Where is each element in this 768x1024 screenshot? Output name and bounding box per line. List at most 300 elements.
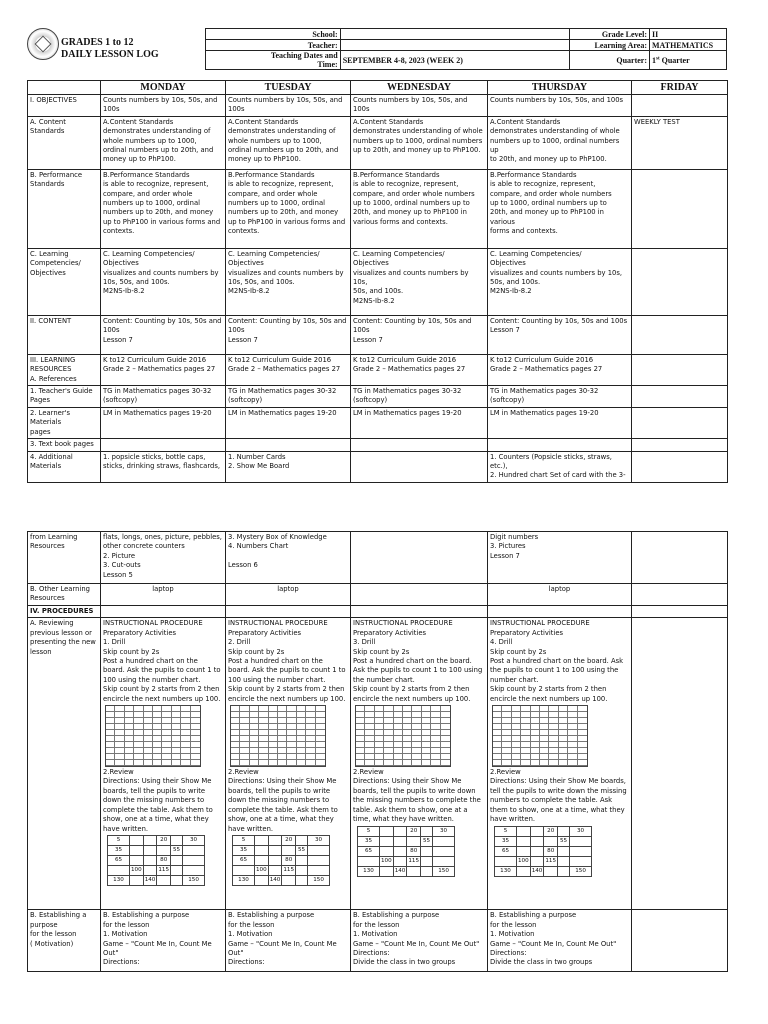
- missing-table-cell: [380, 826, 394, 836]
- cell-friday: [632, 439, 728, 451]
- cell-monday: C. Learning Competencies/ Objectives visualizes and counts numbers by 10s, 50s, and 100s. M2NS-Ib-8.2: [101, 248, 226, 315]
- day-header-wednesday: WEDNESDAY: [351, 81, 488, 95]
- cell-monday: B. Establishing a purpose for the lesson 1. Motivation Game – "Count Me In, Count Me Out" Directions:: [101, 910, 226, 972]
- cell-wednesday: INSTRUCTIONAL PROCEDURE Preparatory Activities 3. Drill Skip count by 2s Post a hundred chart on the board. Ask the pupils to count 1 to 100 using the number chart. Skip count by 2 starts from 2 then encircle the next numbers up 100. 2.Review Directions: Using their Show Me boards, tell the pupils to write down the missing numbers to complete the table. Ask them to show, one at a time, what they have written. 5 20 30 35 55 65 80 100 115 130 140 150: [351, 618, 488, 910]
- missing-table-cell: 35: [108, 845, 130, 855]
- cell-tuesday: LM in Mathematics pages 19-20: [226, 408, 351, 439]
- day-header-monday: MONDAY: [101, 81, 226, 95]
- cell-wednesday: C. Learning Competencies/ Objectives visualizes and counts numbers by 10s, 50s, and 100s. M2NS-Ib-8.2: [351, 248, 488, 315]
- hundred-chart: [355, 705, 451, 767]
- grade-level-value: II: [650, 29, 727, 40]
- missing-table-cell: 80: [157, 855, 171, 865]
- cell-friday: [632, 451, 728, 482]
- missing-numbers-table: [357, 826, 455, 877]
- hundred-chart-cell: [278, 760, 287, 766]
- row-label: B. Performance Standards: [28, 169, 101, 248]
- missing-table-cell: [380, 866, 394, 876]
- missing-table-cell: [407, 836, 421, 846]
- missing-table-cell: 35: [233, 845, 255, 855]
- hundred-chart-cell: [115, 760, 124, 766]
- row-label: A. Content Standards: [28, 116, 101, 169]
- teacher-value: [340, 40, 569, 51]
- missing-table-cell: [143, 865, 157, 875]
- missing-table-cell: [407, 866, 421, 876]
- cell-thursday: [488, 439, 632, 451]
- missing-table-cell: [393, 836, 407, 846]
- missing-table-cell: 5: [495, 826, 517, 836]
- missing-table-cell: [421, 846, 433, 856]
- row-learning-competencies: [28, 248, 728, 315]
- missing-table-cell: [570, 836, 592, 846]
- corner-cell: [28, 81, 101, 95]
- cell-tuesday: 3. Mystery Box of Knowledge 4. Numbers Chart Lesson 6: [226, 532, 351, 584]
- missing-table-cell: [183, 855, 205, 865]
- missing-table-cell: 5: [358, 826, 380, 836]
- hundred-chart-cell: [431, 760, 440, 766]
- missing-table-cell: [296, 875, 308, 885]
- cell-thursday: B.Performance Standards is able to recognize, represent, compare, and order whole numbers up to 1000, ordinal numbers up to 20th, and money up to PhP100 in various forms and contexts.: [488, 169, 632, 248]
- row-teachers-guide: [28, 386, 728, 408]
- row-other-learning-resources: [28, 584, 728, 606]
- missing-table-cell: [255, 835, 269, 845]
- missing-table-row: [495, 846, 592, 856]
- missing-table-row: [233, 835, 330, 845]
- missing-table-cell: 30: [570, 826, 592, 836]
- cell-friday-weekly-test: WEEKLY TEST: [632, 116, 728, 169]
- missing-table-cell: 115: [408, 858, 420, 864]
- hundred-chart-cell: [162, 760, 171, 766]
- missing-table-row: [495, 856, 592, 866]
- missing-table-cell: [393, 856, 407, 866]
- hundred-chart-cell: [287, 760, 296, 766]
- hundred-chart-cell: [106, 760, 115, 766]
- missing-table-cell: [157, 875, 171, 885]
- cell-friday: [632, 248, 728, 315]
- missing-table-cell: [171, 865, 183, 875]
- missing-table-cell: [255, 845, 269, 855]
- missing-table-cell: 80: [544, 846, 558, 856]
- missing-table-cell: [530, 836, 544, 846]
- hundred-chart-cell: [269, 760, 278, 766]
- cell-tuesday: TG in Mathematics pages 30-32 (softcopy): [226, 386, 351, 408]
- row-label: from Learning Resources: [28, 532, 101, 584]
- hundred-chart-cell: [375, 760, 384, 766]
- missing-table-cell: 100: [256, 867, 267, 874]
- missing-table-cell: 150: [433, 866, 455, 876]
- missing-table-cell: [558, 846, 570, 856]
- hundred-chart-cell: [493, 760, 502, 766]
- row-label: II. CONTENT: [28, 315, 101, 354]
- hundred-chart-cell: [306, 760, 315, 766]
- missing-table-cell: [517, 836, 531, 846]
- missing-table-cell: 55: [171, 845, 183, 855]
- missing-table-cell: 140: [144, 877, 156, 884]
- hundred-chart-cell: [512, 760, 521, 766]
- missing-table-cell: [130, 855, 144, 865]
- missing-table-cell: 65: [108, 855, 130, 865]
- cell-tuesday: C. Learning Competencies/ Objectives visualizes and counts numbers by 10s, 50s, and 100s. M2NS-Ib-8.2: [226, 248, 351, 315]
- cell-thursday: B. Establishing a purpose for the lesson 1. Motivation Game – "Count Me In, Count Me Out" Directions: Divide the class in two groups: [488, 910, 632, 972]
- missing-table-cell: [171, 875, 183, 885]
- cell-wednesday: [351, 532, 488, 584]
- missing-table-cell: [530, 826, 544, 836]
- cell-monday: flats, longs, ones, picture, pebbles, other concrete counters 2. Picture 3. Cut-outs Lesson 5: [101, 532, 226, 584]
- quarter-label: Quarter:: [570, 51, 650, 70]
- missing-table-cell: [517, 826, 531, 836]
- missing-table-cell: [268, 845, 282, 855]
- row-label: B. Establishing a purpose for the lesson ( Motivation): [28, 910, 101, 972]
- missing-table-cell: [558, 826, 570, 836]
- missing-table-cell: 55: [421, 836, 433, 846]
- cell-friday: [632, 532, 728, 584]
- hundred-chart: [492, 705, 588, 767]
- missing-table-cell: 20: [407, 826, 421, 836]
- hundred-chart-cell: [394, 760, 403, 766]
- row-label: A. Reviewing previous lesson or presenting the new lesson: [28, 618, 101, 910]
- row-performance-standards: [28, 169, 728, 248]
- hundred-chart: [230, 705, 326, 767]
- hundred-chart-cell: [578, 760, 587, 766]
- missing-table-cell: [308, 865, 330, 875]
- missing-numbers-table: [232, 835, 330, 886]
- missing-table-cell: 100: [131, 867, 142, 874]
- learning-area-label: Learning Area:: [570, 40, 650, 51]
- hundred-chart-cell: [441, 760, 450, 766]
- missing-table-cell: [530, 846, 544, 856]
- missing-table-cell: [255, 855, 269, 865]
- hundred-chart-cell: [549, 760, 558, 766]
- lesson-log-table-page1: [27, 80, 728, 483]
- cell-friday: [632, 354, 728, 385]
- cell-tuesday: A.Content Standards demonstrates understanding of whole numbers up to 1000, ordinal numbers up to 20th, and money up to PhP100.: [226, 116, 351, 169]
- missing-table-cell: [517, 866, 531, 876]
- missing-table-cell: 55: [296, 845, 308, 855]
- hundred-chart-cell: [365, 760, 374, 766]
- missing-table-cell: [171, 835, 183, 845]
- quarter-value: 1st Quarter: [650, 51, 727, 70]
- row-textbook-pages: [28, 439, 728, 451]
- missing-table-cell: [517, 846, 531, 856]
- missing-table-cell: [268, 835, 282, 845]
- cell-monday: B.Performance Standards is able to recognize, represent, compare, and order whole numbers up to 1000, ordinal numbers up to 20th, and money up to PhP100 in various forms and contexts.: [101, 169, 226, 248]
- hundred-chart-cell: [144, 760, 153, 766]
- missing-table-cell: [183, 865, 205, 875]
- hundred-chart-cell: [153, 760, 162, 766]
- cell-thursday: C. Learning Competencies/ Objectives visualizes and counts numbers by 10s, 50s, and 100s. M2NS-Ib-8.2: [488, 248, 632, 315]
- row-label: III. LEARNING RESOURCES A. References: [28, 354, 101, 385]
- cell-wednesday: A.Content Standards demonstrates understanding of whole numbers up to 1000, ordinal numbers up to 20th, and money up to PhP100.: [351, 116, 488, 169]
- missing-table-cell: 115: [545, 858, 557, 864]
- missing-table-cell: 115: [158, 867, 170, 874]
- cell-thursday: Counts numbers by 10s, 50s, and 100s: [488, 95, 632, 117]
- day-header-tuesday: TUESDAY: [226, 81, 351, 95]
- missing-table-cell: [530, 856, 544, 866]
- missing-table-cell: 150: [183, 875, 205, 885]
- cell-wednesday: LM in Mathematics pages 19-20: [351, 408, 488, 439]
- day-header-thursday: THURSDAY: [488, 81, 632, 95]
- missing-table-cell: [130, 875, 144, 885]
- missing-table-cell: 5: [233, 835, 255, 845]
- missing-table-row: [358, 826, 455, 836]
- cell-thursday: Content: Counting by 10s, 50s and 100s Lesson 7: [488, 315, 632, 354]
- missing-table-cell: [421, 826, 433, 836]
- teaching-dates-value: SEPTEMBER 4-8, 2023 (WEEK 2): [340, 51, 569, 70]
- row-reviewing-previous-lesson: [28, 618, 728, 910]
- missing-table-cell: [544, 866, 558, 876]
- school-label: School:: [206, 29, 341, 40]
- missing-table-cell: [308, 855, 330, 865]
- row-content-standards: [28, 116, 728, 169]
- missing-table-cell: [268, 855, 282, 865]
- cell-friday: [632, 169, 728, 248]
- hundred-chart-cell: [559, 760, 568, 766]
- hundred-chart-cell: [181, 760, 190, 766]
- missing-table-cell: [183, 845, 205, 855]
- missing-table-row: [358, 856, 455, 866]
- missing-table-row: [495, 866, 592, 876]
- document-title: GRADES 1 to 12 DAILY LESSON LOG: [61, 37, 159, 60]
- cell-wednesday: Counts numbers by 10s, 50s, and 100s: [351, 95, 488, 117]
- missing-table-cell: 140: [394, 868, 406, 874]
- missing-table-cell: 30: [308, 835, 330, 845]
- missing-table-row: [108, 865, 205, 875]
- row-label: 3. Text book pages: [28, 439, 101, 451]
- missing-table-row: [233, 845, 330, 855]
- missing-table-row: [358, 866, 455, 876]
- deped-seal-icon: [27, 28, 59, 60]
- missing-table-cell: 20: [157, 835, 171, 845]
- row-learning-resources: [28, 354, 728, 385]
- cell-friday: [632, 315, 728, 354]
- cell-monday: INSTRUCTIONAL PROCEDURE Preparatory Activities 1. Drill Skip count by 2s Post a hundred chart on the board. Ask the pupils to count 1 to 100 using the number chart. Skip count by 2 starts from 2 then encircle the next numbers up 100. 2.Review Directions: Using their Show Me boards, tell the pupils to write down the missing numbers to complete the table. Ask them to show, one at a time, what they have written. 5 20 30 35 55 65 80 100 115 130 140 150: [101, 618, 226, 910]
- missing-table-cell: [558, 866, 570, 876]
- cell-monday: K to12 Curriculum Guide 2016 Grade 2 – Mathematics pages 27: [101, 354, 226, 385]
- row-from-learning-resources: [28, 532, 728, 584]
- row-label: I. OBJECTIVES: [28, 95, 101, 117]
- hundred-chart-cell: [540, 760, 549, 766]
- cell-wednesday: K to12 Curriculum Guide 2016 Grade 2 – Mathematics pages 27: [351, 354, 488, 385]
- missing-table-cell: [171, 855, 183, 865]
- missing-table-row: [108, 835, 205, 845]
- missing-table-cell: 130: [495, 866, 517, 876]
- row-learners-materials: [28, 408, 728, 439]
- missing-table-cell: [570, 856, 592, 866]
- missing-table-cell: 55: [558, 836, 570, 846]
- missing-table-row: [108, 845, 205, 855]
- missing-table-cell: [558, 856, 570, 866]
- cell-tuesday: Content: Counting by 10s, 50s and 100s Lesson 7: [226, 315, 351, 354]
- row-label: 4. Additional Materials: [28, 451, 101, 482]
- row-label: C. Learning Competencies/ Objectives: [28, 248, 101, 315]
- cell-tuesday: [226, 439, 351, 451]
- missing-table-cell: 80: [407, 846, 421, 856]
- missing-table-cell: 150: [308, 875, 330, 885]
- hundred-chart-cell: [403, 760, 412, 766]
- row-additional-materials: [28, 451, 728, 482]
- hundred-chart-cell: [172, 760, 181, 766]
- missing-table-cell: [143, 835, 157, 845]
- missing-table-row: [495, 826, 592, 836]
- missing-table-cell: [282, 845, 296, 855]
- day-header-friday: FRIDAY: [632, 81, 728, 95]
- cell-thursday: INSTRUCTIONAL PROCEDURE Preparatory Activities 4. Drill Skip count by 2s Post a hundred chart on the board. Ask the pupils to count 1 to 100 using the number chart. Skip count by 2 starts from 2 then encircle the next numbers up 100. 2.Review Directions: Using their Show Me boards, tell the pupils to write down the missing numbers to complete the table. Ask them to show, one at a time, what they have written. 5 20 30 35 55 65 80 100 115 130 140 150: [488, 618, 632, 910]
- row-label: B. Other Learning Resources: [28, 584, 101, 606]
- cell-thursday: LM in Mathematics pages 19-20: [488, 408, 632, 439]
- missing-table-cell: [393, 826, 407, 836]
- missing-numbers-table: [494, 826, 592, 877]
- missing-table-cell: [143, 845, 157, 855]
- missing-table-cell: 100: [518, 858, 529, 864]
- missing-table-row: [233, 875, 330, 885]
- cell-friday: [632, 386, 728, 408]
- cell-tuesday: B.Performance Standards is able to recognize, represent, compare, and order whole numbers up to 1000, ordinal numbers up to 20th, and money up to PhP100 in various forms and contexts.: [226, 169, 351, 248]
- cell-thursday: TG in Mathematics pages 30-32 (softcopy): [488, 386, 632, 408]
- cell-wednesday: B. Establishing a purpose for the lesson 1. Motivation Game – "Count Me In, Count Me Out" Directions: Divide the class in two groups: [351, 910, 488, 972]
- missing-table-cell: 5: [108, 835, 130, 845]
- cell-thursday: laptop: [488, 584, 632, 606]
- cell-tuesday: Counts numbers by 10s, 50s, and 100s: [226, 95, 351, 117]
- header-info-table: [205, 28, 727, 70]
- cell-monday: 1. popsicle sticks, bottle caps, sticks, drinking straws, flashcards,: [101, 451, 226, 482]
- teacher-label: Teacher:: [206, 40, 341, 51]
- missing-table-cell: [380, 846, 394, 856]
- missing-table-cell: [421, 856, 433, 866]
- cell-wednesday: [351, 584, 488, 606]
- document-header: [27, 28, 727, 73]
- missing-table-cell: 80: [282, 855, 296, 865]
- lesson-log-table-page2: [27, 531, 728, 972]
- cell-friday: [632, 584, 728, 606]
- missing-table-cell: 30: [183, 835, 205, 845]
- hundred-chart-cell: [259, 760, 268, 766]
- hundred-chart: [105, 705, 201, 767]
- cell-wednesday: B.Performance Standards is able to recognize, represent, compare, and order whole numbers up to 1000, ordinal numbers up to 20th, and money up to PhP100 in various forms and contexts.: [351, 169, 488, 248]
- cell-tuesday: K to12 Curriculum Guide 2016 Grade 2 – Mathematics pages 27: [226, 354, 351, 385]
- cell-thursday: Digit numbers 3. Pictures Lesson 7: [488, 532, 632, 584]
- missing-table-cell: [130, 835, 144, 845]
- missing-table-cell: 130: [108, 875, 130, 885]
- learning-area-value: MATHEMATICS: [650, 40, 727, 51]
- missing-table-cell: [255, 875, 269, 885]
- missing-table-row: [108, 875, 205, 885]
- missing-table-cell: [296, 855, 308, 865]
- missing-table-cell: 130: [358, 866, 380, 876]
- missing-table-cell: 35: [358, 836, 380, 846]
- cell-wednesday: TG in Mathematics pages 30-32 (softcopy): [351, 386, 488, 408]
- cell-monday: TG in Mathematics pages 30-32 (softcopy): [101, 386, 226, 408]
- hundred-chart-cell: [125, 760, 134, 766]
- missing-table-cell: 140: [269, 877, 281, 884]
- missing-table-cell: [495, 856, 517, 866]
- cell-wednesday: [351, 439, 488, 451]
- missing-table-row: [358, 846, 455, 856]
- hundred-chart-cell: [568, 760, 577, 766]
- missing-table-cell: 65: [358, 846, 380, 856]
- cell-thursday: 1. Counters (Popsicle sticks, straws, etc.), 2. Hundred chart Set of card with the 3-: [488, 451, 632, 482]
- missing-table-cell: [233, 865, 255, 875]
- missing-numbers-table: [107, 835, 205, 886]
- hundred-chart-cell: [134, 760, 143, 766]
- hundred-chart-cell: [412, 760, 421, 766]
- missing-table-cell: 65: [233, 855, 255, 865]
- missing-table-cell: [296, 835, 308, 845]
- missing-table-cell: 140: [531, 868, 543, 874]
- missing-table-cell: 20: [544, 826, 558, 836]
- hundred-chart-cell: [356, 760, 365, 766]
- missing-table-cell: 65: [495, 846, 517, 856]
- hundred-chart-cell: [531, 760, 540, 766]
- cell-tuesday: B. Establishing a purpose for the lesson 1. Motivation Game – "Count Me In, Count Me Out" Directions:: [226, 910, 351, 972]
- missing-table-row: [358, 836, 455, 846]
- missing-table-cell: [544, 836, 558, 846]
- hundred-chart-cell: [231, 760, 240, 766]
- missing-table-cell: [393, 846, 407, 856]
- missing-table-row: [495, 836, 592, 846]
- row-label: 2. Learner's Materials pages: [28, 408, 101, 439]
- missing-table-cell: [358, 856, 380, 866]
- cell-tuesday: 1. Number Cards 2. Show Me Board: [226, 451, 351, 482]
- cell-monday: Counts numbers by 10s, 50s, and 100s: [101, 95, 226, 117]
- cell-tuesday: laptop: [226, 584, 351, 606]
- missing-table-cell: [433, 836, 455, 846]
- missing-table-cell: 150: [570, 866, 592, 876]
- row-procedures: [28, 606, 728, 618]
- cell-wednesday: Content: Counting by 10s, 50s and 100s Lesson 7: [351, 315, 488, 354]
- row-label: 1. Teacher's Guide Pages: [28, 386, 101, 408]
- cell-friday: [632, 618, 728, 910]
- missing-table-cell: [143, 855, 157, 865]
- missing-table-cell: [380, 836, 394, 846]
- row-objectives: [28, 95, 728, 117]
- row-label: IV. PROCEDURES: [28, 606, 101, 618]
- missing-table-cell: [433, 846, 455, 856]
- missing-table-row: [233, 855, 330, 865]
- missing-table-cell: 20: [282, 835, 296, 845]
- cell-friday: [632, 408, 728, 439]
- cell-thursday: K to12 Curriculum Guide 2016 Grade 2 – Mathematics pages 27: [488, 354, 632, 385]
- missing-table-cell: 30: [433, 826, 455, 836]
- hundred-chart-cell: [422, 760, 431, 766]
- missing-table-cell: 130: [233, 875, 255, 885]
- missing-table-row: [233, 865, 330, 875]
- hundred-chart-cell: [502, 760, 511, 766]
- cell-tuesday: INSTRUCTIONAL PROCEDURE Preparatory Activities 2. Drill Skip count by 2s Post a hundred chart on the board. Ask the pupils to count 1 to 100 using the number chart. Skip count by 2 starts from 2 then encircle the next numbers up 100. 2.Review Directions: Using their Show Me boards, tell the pupils to write down the missing numbers to complete the table. Ask them to show, one at a time, what they have written. 5 20 30 35 55 65 80 100 115 130 140 150: [226, 618, 351, 910]
- missing-table-cell: [268, 865, 282, 875]
- school-value: [340, 29, 569, 40]
- cell-friday: [632, 910, 728, 972]
- hundred-chart-cell: [191, 760, 200, 766]
- missing-table-cell: [296, 865, 308, 875]
- hundred-chart-cell: [240, 760, 249, 766]
- missing-table-cell: [108, 865, 130, 875]
- cell-monday: Content: Counting by 10s, 50s and 100s Lesson 7: [101, 315, 226, 354]
- cell-monday: laptop: [101, 584, 226, 606]
- missing-table-cell: [433, 856, 455, 866]
- missing-table-cell: 115: [283, 867, 295, 874]
- row-establishing-purpose: [28, 910, 728, 972]
- missing-table-cell: [130, 845, 144, 855]
- row-content: [28, 315, 728, 354]
- cell-wednesday: [351, 451, 488, 482]
- hundred-chart-cell: [250, 760, 259, 766]
- missing-table-cell: [157, 845, 171, 855]
- missing-table-row: [108, 855, 205, 865]
- missing-table-cell: [570, 846, 592, 856]
- hundred-chart-cell: [384, 760, 393, 766]
- missing-table-cell: 35: [495, 836, 517, 846]
- missing-table-cell: 100: [381, 858, 392, 864]
- hundred-chart-cell: [297, 760, 306, 766]
